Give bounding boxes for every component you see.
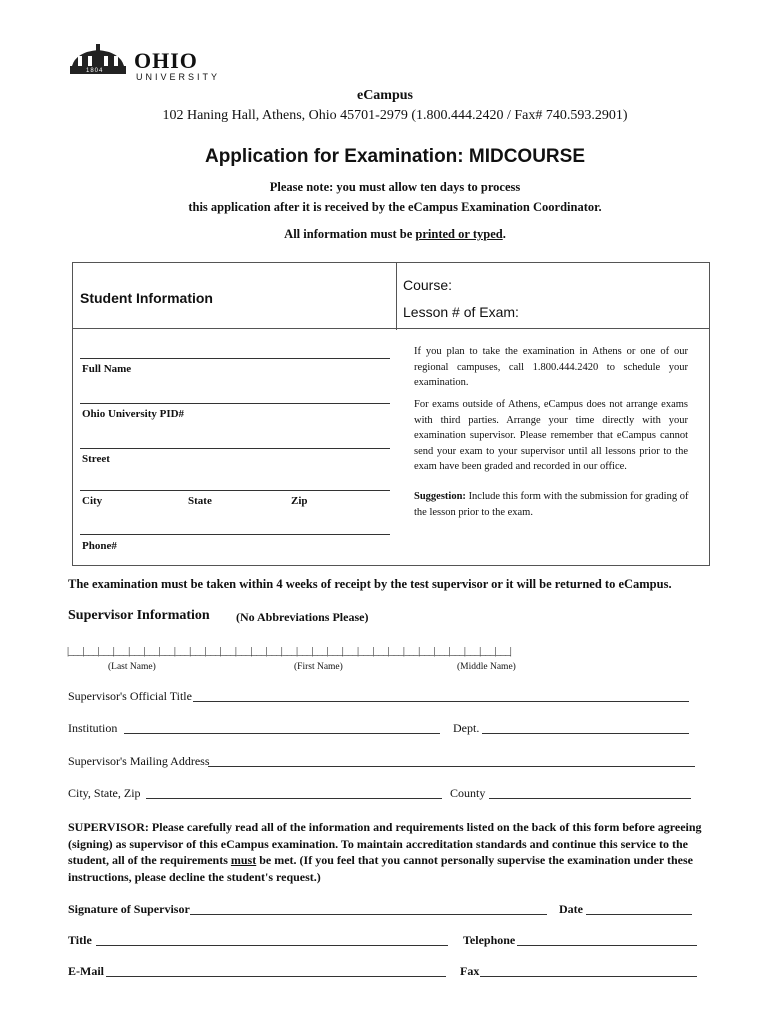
county-field[interactable] (489, 798, 691, 799)
city-state-zip-field[interactable] (80, 490, 390, 491)
agreement-prefix: SUPERVISOR: Please carefully read all of the information and requirements listed on the back of this form before agreeing (signing) as supervisor of this eCampus examination. To maintain accreditation standards and continue this service to the student, all of the requirements (68, 820, 702, 867)
institution-field[interactable] (124, 733, 440, 734)
mailing-address-label: Supervisor's Mailing Address (68, 754, 210, 768)
first-name-caption: (First Name) (294, 662, 343, 672)
mailing-address-field[interactable] (208, 766, 695, 767)
city-state-zip-label: City, State, Zip (68, 786, 141, 800)
date-label: Date (559, 902, 583, 916)
fax-field[interactable] (480, 976, 697, 977)
office-name: eCampus (356, 88, 413, 103)
full-name-field[interactable] (80, 358, 390, 359)
lesson-label[interactable]: Lesson # of Exam: (403, 304, 519, 320)
info-paragraph-2: For exams outside of Athens, eCampus does not arrange exams with third parties. Arrange your time directly with your examination supervisor. Please remember that eCampus cannot send your exam to your supervisor until all lessons prior to the exam have been graded and recorded in our office. (414, 399, 688, 472)
ohio-logo (66, 42, 221, 82)
notice-line-1: Please note: you must allow ten days to process (269, 180, 521, 194)
supervisor-heading: Supervisor Information (68, 608, 210, 623)
supervisor-agreement (68, 819, 716, 885)
suggestion-paragraph (414, 489, 690, 520)
pid-field[interactable] (80, 403, 390, 404)
suggestion-text: Include this form with the submission for grading of the lesson prior to the exam. (414, 491, 689, 518)
dept-field[interactable] (482, 733, 689, 734)
page-title: Application for Examination: MIDCOURSE (204, 146, 586, 167)
phone-field[interactable] (80, 534, 390, 535)
logo-year-text: 1804 (86, 68, 104, 74)
agreement-emphasis: must (230, 853, 257, 867)
notice-suffix: . (502, 227, 506, 241)
signature-field[interactable] (190, 914, 547, 915)
institution-label: Institution (68, 721, 118, 735)
ohio-seal-icon (66, 42, 130, 80)
notice-line-2: this application after it is received by the eCampus Examination Coordinator. (188, 200, 602, 214)
fax-label: Fax (460, 964, 480, 978)
course-label[interactable]: Course: (403, 277, 453, 293)
city-label: City (82, 495, 103, 507)
county-label: County (450, 786, 486, 800)
notice-line-3 (0, 227, 770, 242)
student-box-divider-v (396, 262, 397, 330)
four-weeks-notice: The examination must be taken within 4 weeks of receipt by the test supervisor or it will be returned to eCampus. (68, 577, 672, 591)
zip-label: Zip (291, 495, 308, 507)
office-address: 102 Haning Hall, Athens, Ohio 45701-2979 (1.800.444.2420 / Fax# 740.593.2901) (162, 108, 628, 123)
dept-label: Dept. (453, 721, 480, 735)
telephone-label: Telephone (463, 933, 516, 947)
date-field[interactable] (586, 914, 692, 915)
notice-emphasis: printed or typed (415, 227, 503, 241)
notice-prefix: All information must be (284, 227, 416, 241)
street-field[interactable] (80, 448, 390, 449)
agreement-suffix: be met. (If you feel that you cannot personally supervise the examination under these instructions, please decline the student's request.) (68, 853, 693, 884)
official-title-field[interactable] (193, 701, 689, 702)
signature-label: Signature of Supervisor (68, 902, 190, 916)
title-field[interactable] (96, 945, 448, 946)
last-name-caption: (Last Name) (108, 662, 156, 672)
logo-university-text: UNIVERSITY (136, 72, 221, 82)
full-name-label: Full Name (82, 363, 132, 375)
middle-name-caption: (Middle Name) (457, 662, 516, 672)
email-label: E-Mail (68, 964, 104, 978)
phone-label: Phone# (82, 540, 117, 552)
logo-ohio-wordmark: OHIO (134, 48, 198, 73)
student-box-divider-h (72, 328, 710, 329)
no-abbreviations-note: (No Abbreviations Please) (236, 610, 369, 624)
pid-label: Ohio University PID# (82, 408, 185, 420)
supervisor-city-field[interactable] (146, 798, 442, 799)
supervisor-name-boxes[interactable]: |___|___|___|___|___|___|___|___|___|___|___|___|___|___|___|___|___|___|___|___|___|___|___|___|___|___|___|___|___| (67, 646, 512, 657)
suggestion-label: Suggestion: (414, 491, 466, 502)
official-title-label: Supervisor's Official Title (68, 689, 192, 703)
email-field[interactable] (106, 976, 446, 977)
state-label: State (188, 495, 212, 507)
street-label: Street (82, 453, 110, 465)
info-paragraph-1: If you plan to take the examination in Athens or one of our regional campuses, call 1.800.444.2420 to schedule your examination. (414, 346, 688, 388)
student-info-heading: Student Information (80, 290, 213, 306)
telephone-field[interactable] (517, 945, 697, 946)
title-label: Title (68, 933, 92, 947)
